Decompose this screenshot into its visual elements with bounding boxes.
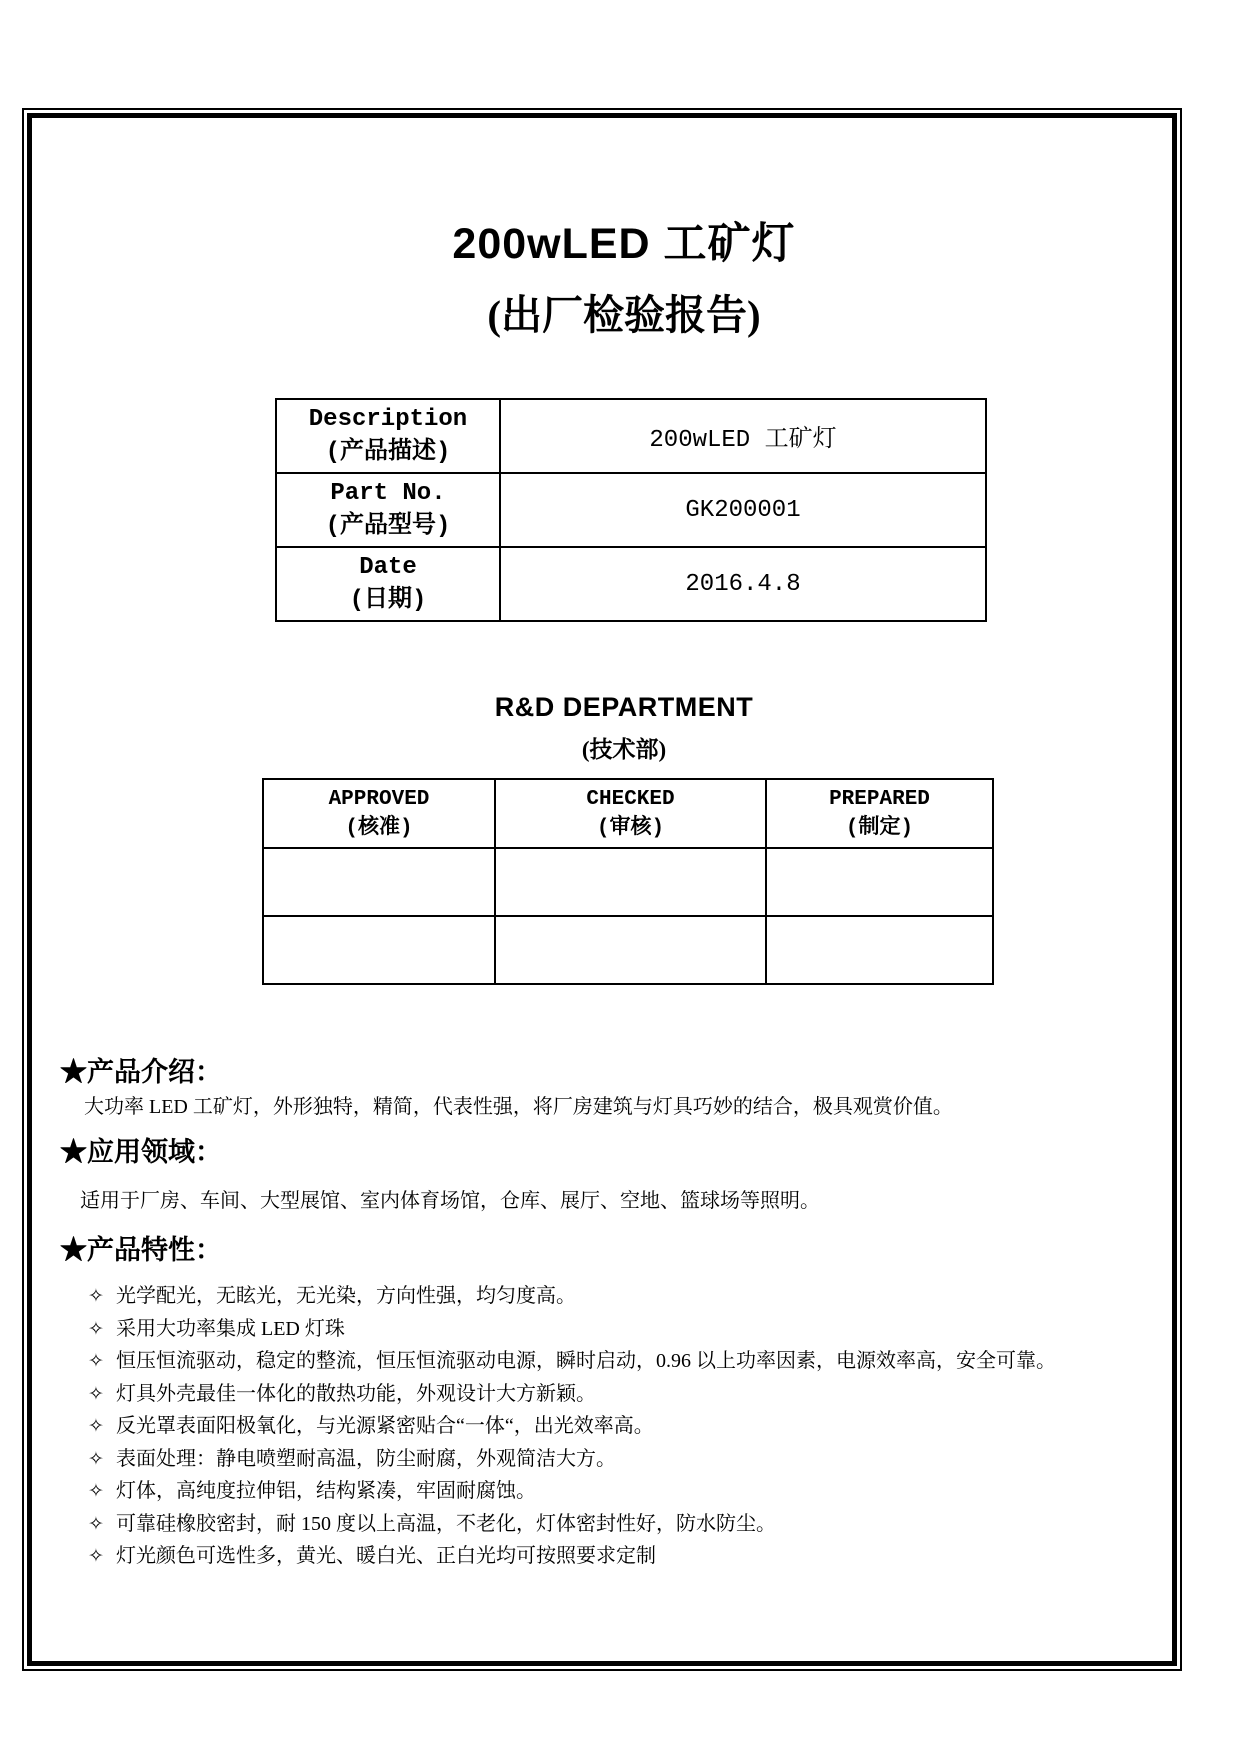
table-row [276,473,986,547]
list-item [60,1410,1160,1443]
info-label-date [276,547,500,621]
diamond-bullet-icon: ✧ [88,1350,104,1372]
signoff-col-approved [263,779,495,848]
list-item [60,1540,1160,1573]
feature-text: 灯体，高纯度拉伸铝，结构紧凑，牢固耐腐蚀。 [116,1480,536,1502]
section-heading-application: ★应用领域： [60,1137,222,1167]
department-subtitle: (技术部) [581,737,667,762]
signoff-col-prepared [766,779,993,848]
signoff-empty-cell [766,916,993,984]
feature-text: 光学配光，无眩光，无光染，方向性强，均匀度高。 [116,1285,576,1307]
feature-text: 反光罩表面阳极氧化，与光源紧密贴合“一体“，出光效率高。 [116,1415,654,1437]
section-body-application: 适用于厂房、车间、大型展馆、室内体育场馆，仓库、展厅、空地、篮球场等照明。 [80,1190,820,1212]
label-zh: (产品描述) [325,439,451,466]
feature-text: 采用大功率集成 LED 灯珠 [116,1317,345,1340]
signoff-empty-cell [263,848,495,916]
info-label-description [276,399,500,473]
diamond-bullet-icon: ✧ [88,1415,104,1437]
info-label-part-no [276,473,500,547]
feature-text: 恒压恒流驱动，稳定的整流，恒压恒流驱动电源，瞬时启动，0.96 以上功率因素，电源效率高，安全可靠。 [116,1350,1056,1372]
info-value-date: 2016.4.8 [500,547,986,621]
feature-list [60,1280,1160,1573]
section-heading-features: ★产品特性： [60,1235,222,1265]
col-label-en: APPROVED [328,787,430,811]
section-heading-intro: ★产品介绍： [60,1057,222,1087]
diamond-bullet-icon: ✧ [88,1382,104,1405]
signoff-empty-row [263,916,993,984]
label-en: Part No. [330,480,446,507]
list-item [60,1378,1160,1411]
feature-text: 可靠硅橡胶密封，耐 150 度以上高温，不老化，灯体密封性好，防水防尘。 [116,1512,776,1535]
department-heading [60,692,1188,764]
label-zh: (日期) [349,587,427,614]
document-title: 200wLED 工矿灯 [452,220,796,268]
col-label-en: PREPARED [829,787,930,811]
col-label-en: CHECKED [586,787,675,811]
feature-text: 灯光颜色可选性多，黄光、暖白光、正白光均可按照要求定制 [116,1545,656,1567]
diamond-bullet-icon: ✧ [88,1512,104,1535]
table-row [276,399,986,473]
col-label-zh: (核准) [345,816,413,840]
signoff-empty-cell [495,848,766,916]
list-item [60,1280,1160,1313]
list-item [60,1508,1160,1541]
signoff-empty-cell [766,848,993,916]
signoff-col-checked [495,779,766,848]
signoff-header-row [263,779,993,848]
list-item [60,1443,1160,1476]
list-item [60,1313,1160,1346]
feature-text: 表面处理：静电喷塑耐高温，防尘耐腐，外观简洁大方。 [116,1447,616,1470]
diamond-bullet-icon: ✧ [88,1317,104,1340]
col-label-zh: (审核) [596,816,665,840]
table-row [276,547,986,621]
signoff-empty-cell [263,916,495,984]
feature-text: 灯具外壳最佳一体化的散热功能，外观设计大方新颖。 [116,1382,596,1405]
label-zh: (产品型号) [325,513,451,540]
product-info-table [275,398,987,622]
department-title: R&D DEPARTMENT [494,692,754,722]
diamond-bullet-icon: ✧ [88,1447,104,1470]
diamond-bullet-icon: ✧ [88,1480,104,1502]
signoff-empty-row [263,848,993,916]
diamond-bullet-icon: ✧ [88,1285,104,1307]
document-subtitle: (出厂检验报告) [487,292,761,338]
signoff-table [262,778,994,985]
list-item [60,1345,1160,1378]
label-en: Description [308,406,468,433]
section-body-intro: 大功率 LED 工矿灯，外形独特，精简，代表性强，将厂房建筑与灯具巧妙的结合，极具观赏价值。 [84,1096,953,1118]
label-en: Date [359,554,417,581]
info-value-part-no: GK200001 [500,473,986,547]
list-item [60,1475,1160,1508]
signoff-empty-cell [495,916,766,984]
info-value-description: 200wLED 工矿灯 [500,399,986,473]
col-label-zh: (制定) [845,816,914,840]
diamond-bullet-icon: ✧ [88,1545,104,1567]
